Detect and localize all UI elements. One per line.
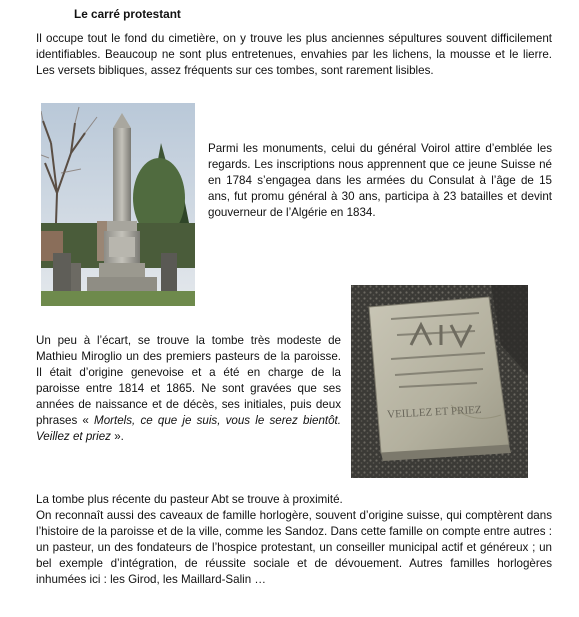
gravestone-inscription: VEILLEZ ET PRIEZ xyxy=(386,403,482,421)
miroglio-quote: Mortels, ce que je suis, vous le serez bientôt. Veillez et priez xyxy=(36,414,342,443)
paragraph-intro: Il occupe tout le fond du cimetière, on y trouve les plus anciennes sépultures souvent difficilement identifiables. Beaucoup ne sont plus entretenues, envahies par les lichens, la mousse et le lierre. Les versets bibliques, assez fréquents sur ces tombes, sont rarement lisibles. xyxy=(36,32,552,77)
miroglio-gravestone-photo xyxy=(351,285,528,478)
paragraph-miroglio-text: Un peu à l’écart, se trouve la tombe très modeste de Mathieu Miroglio un des premiers pasteurs de la paroisse. Il était d’origine genevoise et a été en charge de la paroisse entre 1814 et 1865. Ne sont gravées que ses années de naissance et de décès, ses initiales, puis deux phrases « xyxy=(36,334,341,427)
paragraph-miroglio-end: ». xyxy=(110,430,124,443)
paragraph-abt-text: On reconnaît aussi des caveaux de famille horlogère, souvent d’origine suisse, qui comptèrent dans l’histoire de la paroisse et de la ville, comme les Sandoz. Dans cette famille on compte entre autres : un pasteur, un des fondateurs de l’hospice protestant, un conseiller municipal actif et généreux ; un bel exemple d’intégration, de réussite sociale et de dévouement. Autres familles horlogères inhumées ici : les Girod, les Maillard-Salin … xyxy=(36,509,552,586)
paragraph-abt-first-line: La tombe plus récente du pasteur Abt se trouve à proximité. xyxy=(36,493,343,506)
page-heading: Le carré protestant xyxy=(74,7,181,21)
voirol-monument-photo xyxy=(41,103,195,306)
paragraph-abt xyxy=(36,492,552,588)
paragraph-miroglio xyxy=(36,333,341,445)
paragraph-voirol: Parmi les monuments, celui du général Voirol attire d’emblée les regards. Les inscriptions nous apprennent que ce jeune Suisse né en 1784 s’engagea dans les armées du Consulat à l’âge de 15 ans, fut promu général à 30 ans, participa à 23 batailles et devint gouverneur de l’Algérie en 1834. xyxy=(208,142,552,219)
